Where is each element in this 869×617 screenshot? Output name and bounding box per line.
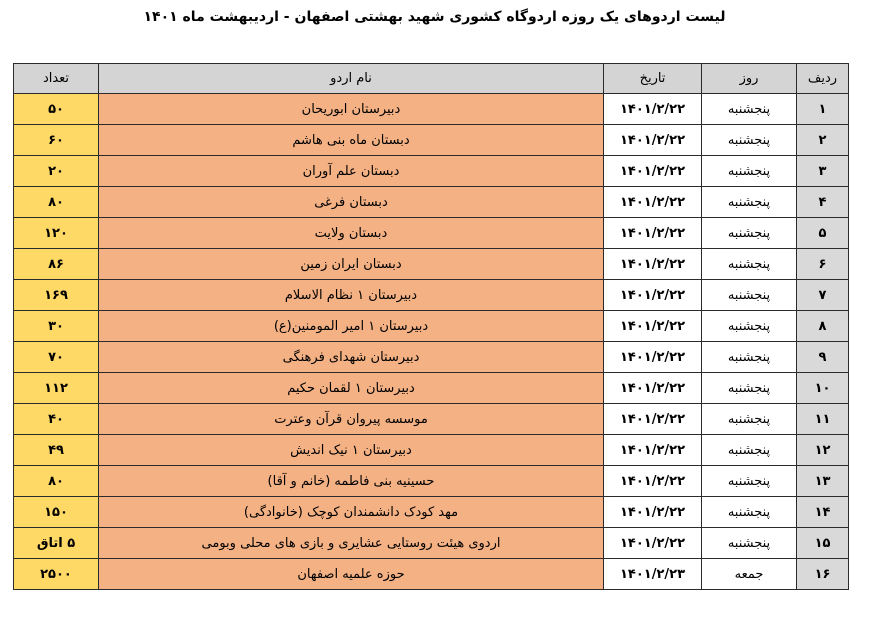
- table-row: [14, 373, 849, 404]
- camp-name-cell: دبستان ایران زمین: [99, 249, 604, 280]
- day-cell: پنجشنبه: [702, 280, 797, 311]
- count-cell: ۴۰: [14, 404, 99, 435]
- date-cell: ۱۴۰۱/۲/۲۲: [604, 497, 702, 528]
- day-cell: پنجشنبه: [702, 497, 797, 528]
- table-row: [14, 218, 849, 249]
- day-cell: پنجشنبه: [702, 156, 797, 187]
- count-cell: ۶۰: [14, 125, 99, 156]
- row-number-cell: ۱۵: [797, 528, 849, 559]
- camp-name-cell: دبستان ولایت: [99, 218, 604, 249]
- row-number-cell: ۱۳: [797, 466, 849, 497]
- row-number-cell: ۱۴: [797, 497, 849, 528]
- day-cell: پنجشنبه: [702, 311, 797, 342]
- count-cell: ۱۵۰: [14, 497, 99, 528]
- camp-name-cell: موسسه پیروان قرآن وعترت: [99, 404, 604, 435]
- count-cell: ۸۰: [14, 466, 99, 497]
- camp-name-cell: حسینیه بنی فاطمه (خانم و آقا): [99, 466, 604, 497]
- count-cell: ۱۶۹: [14, 280, 99, 311]
- camp-name-cell: اردوی هیئت روستایی عشایری و بازی های محلی وبومی: [99, 528, 604, 559]
- date-cell: ۱۴۰۱/۲/۲۲: [604, 404, 702, 435]
- camp-name-cell: دبیرستان ۱ نیک اندیش: [99, 435, 604, 466]
- date-cell: ۱۴۰۱/۲/۲۲: [604, 156, 702, 187]
- date-cell: ۱۴۰۱/۲/۲۲: [604, 280, 702, 311]
- day-cell: پنجشنبه: [702, 249, 797, 280]
- table-row: [14, 404, 849, 435]
- day-cell: پنجشنبه: [702, 125, 797, 156]
- row-number-cell: ۴: [797, 187, 849, 218]
- camp-name-cell: مهد کودک دانشمندان کوچک (خانوادگی): [99, 497, 604, 528]
- row-number-cell: ۱۶: [797, 559, 849, 590]
- table-row: [14, 311, 849, 342]
- count-cell: ۳۰: [14, 311, 99, 342]
- count-cell: ۱۲۰: [14, 218, 99, 249]
- date-cell: ۱۴۰۱/۲/۲۲: [604, 187, 702, 218]
- camp-name-cell: دبستان ماه بنی هاشم: [99, 125, 604, 156]
- row-number-cell: ۱۰: [797, 373, 849, 404]
- row-number-cell: ۱۱: [797, 404, 849, 435]
- table-row: [14, 280, 849, 311]
- day-cell: پنجشنبه: [702, 435, 797, 466]
- table-header-row: [14, 64, 849, 94]
- row-number-cell: ۵: [797, 218, 849, 249]
- camp-name-cell: دبیرستان ۱ لقمان حکیم: [99, 373, 604, 404]
- row-number-cell: ۸: [797, 311, 849, 342]
- row-number-cell: ۱: [797, 94, 849, 125]
- date-cell: ۱۴۰۱/۲/۲۲: [604, 435, 702, 466]
- date-cell: ۱۴۰۱/۲/۲۲: [604, 373, 702, 404]
- count-cell: ۸۰: [14, 187, 99, 218]
- header-row-number: ردیف: [797, 64, 849, 94]
- date-cell: ۱۴۰۱/۲/۲۲: [604, 94, 702, 125]
- count-cell: ۵ اتاق: [14, 528, 99, 559]
- camp-name-cell: حوزه علمیه اصفهان: [99, 559, 604, 590]
- table-row: [14, 342, 849, 373]
- count-cell: ۱۱۲: [14, 373, 99, 404]
- day-cell: پنجشنبه: [702, 528, 797, 559]
- day-cell: پنجشنبه: [702, 94, 797, 125]
- count-cell: ۲۵۰۰: [14, 559, 99, 590]
- count-cell: ۸۶: [14, 249, 99, 280]
- row-number-cell: ۱۲: [797, 435, 849, 466]
- table-row: [14, 559, 849, 590]
- day-cell: پنجشنبه: [702, 404, 797, 435]
- date-cell: ۱۴۰۱/۲/۲۲: [604, 249, 702, 280]
- header-count: تعداد: [14, 64, 99, 94]
- count-cell: ۴۹: [14, 435, 99, 466]
- camp-name-cell: دبیرستان ۱ نظام الاسلام: [99, 280, 604, 311]
- table-row: [14, 528, 849, 559]
- row-number-cell: ۳: [797, 156, 849, 187]
- day-cell: پنجشنبه: [702, 373, 797, 404]
- date-cell: ۱۴۰۱/۲/۲۳: [604, 559, 702, 590]
- date-cell: ۱۴۰۱/۲/۲۲: [604, 125, 702, 156]
- page-title: لیست اردوهای یک روزه اردوگاه کشوری شهید بهشتی اصفهان - اردیبهشت ماه ۱۴۰۱: [143, 9, 726, 25]
- camp-name-cell: دبیرستان ۱ امیر المومنین(ع): [99, 311, 604, 342]
- header-camp-name: نام اردو: [99, 64, 604, 94]
- camps-table: [13, 63, 849, 590]
- header-day: روز: [702, 64, 797, 94]
- table-row: [14, 249, 849, 280]
- date-cell: ۱۴۰۱/۲/۲۲: [604, 311, 702, 342]
- day-cell: پنجشنبه: [702, 342, 797, 373]
- table-row: [14, 497, 849, 528]
- table-row: [14, 156, 849, 187]
- row-number-cell: ۶: [797, 249, 849, 280]
- count-cell: ۷۰: [14, 342, 99, 373]
- count-cell: ۵۰: [14, 94, 99, 125]
- date-cell: ۱۴۰۱/۲/۲۲: [604, 528, 702, 559]
- date-cell: ۱۴۰۱/۲/۲۲: [604, 218, 702, 249]
- row-number-cell: ۲: [797, 125, 849, 156]
- day-cell: پنجشنبه: [702, 466, 797, 497]
- header-date: تاریخ: [604, 64, 702, 94]
- table-row: [14, 94, 849, 125]
- camp-name-cell: دبیرستان ابوریحان: [99, 94, 604, 125]
- table-row: [14, 125, 849, 156]
- date-cell: ۱۴۰۱/۲/۲۲: [604, 466, 702, 497]
- camp-name-cell: دبیرستان شهدای فرهنگی: [99, 342, 604, 373]
- row-number-cell: ۹: [797, 342, 849, 373]
- row-number-cell: ۷: [797, 280, 849, 311]
- camp-name-cell: دبستان فرغی: [99, 187, 604, 218]
- day-cell: پنجشنبه: [702, 187, 797, 218]
- count-cell: ۲۰: [14, 156, 99, 187]
- day-cell: پنجشنبه: [702, 218, 797, 249]
- day-cell: جمعه: [702, 559, 797, 590]
- table-row: [14, 466, 849, 497]
- date-cell: ۱۴۰۱/۲/۲۲: [604, 342, 702, 373]
- camp-name-cell: دبستان علم آوران: [99, 156, 604, 187]
- table-row: [14, 187, 849, 218]
- table-row: [14, 435, 849, 466]
